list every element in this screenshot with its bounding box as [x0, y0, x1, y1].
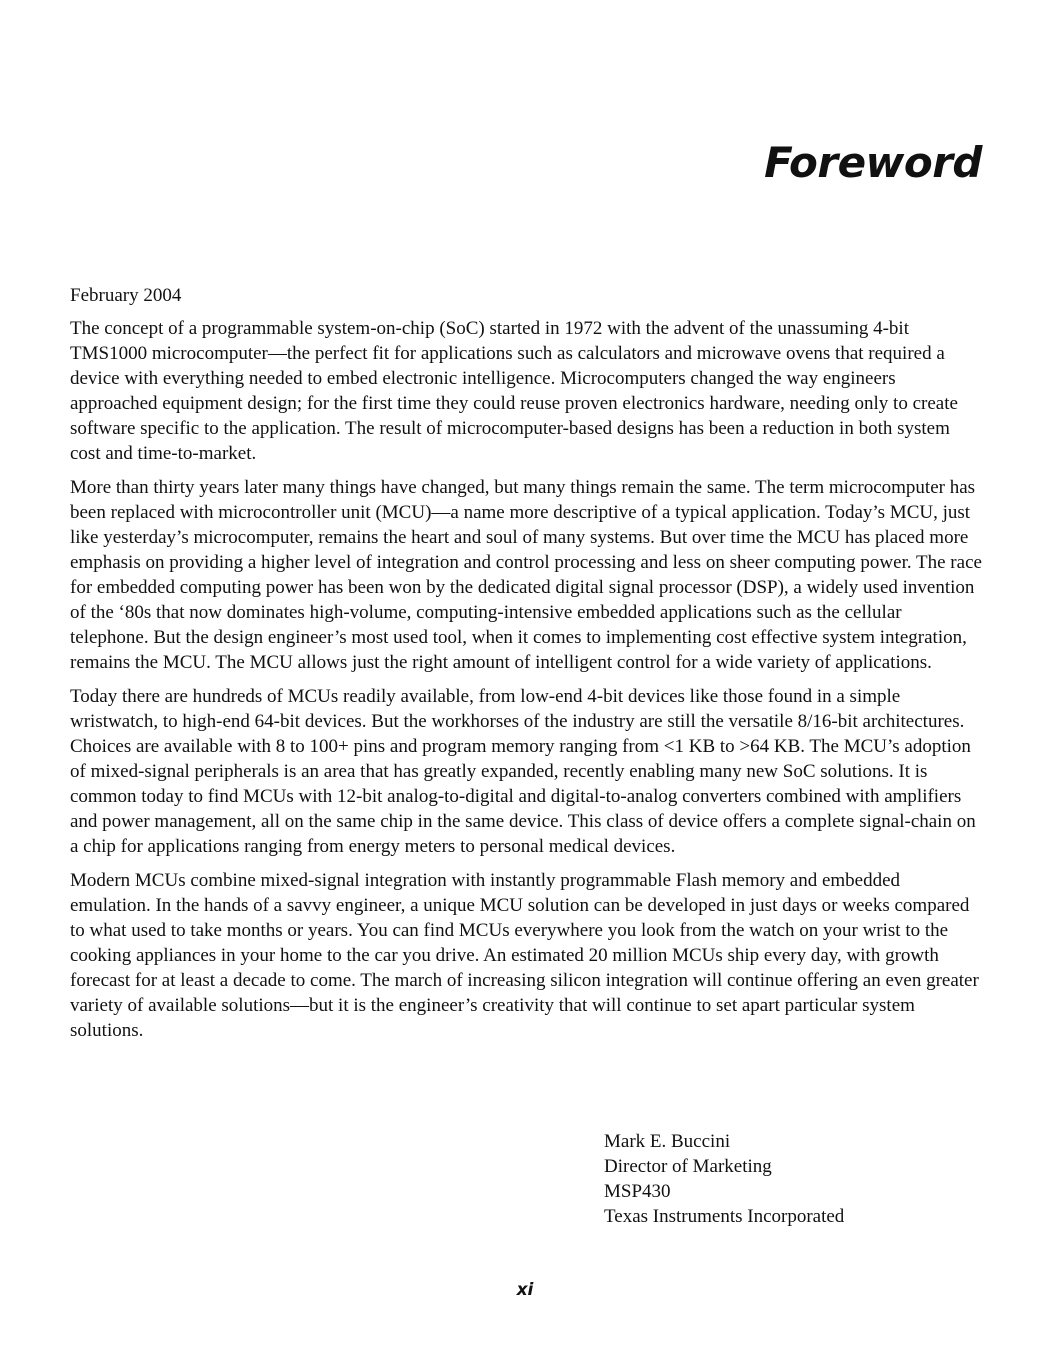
signature-product: MSP430: [604, 1181, 671, 1202]
paragraph-3: Today there are hundreds of MCUs readily available, from low-end 4-bit devices like those found in a simple wristwatch, to high-end 64-bit devices. But the workhorses of the industry are still the versatile 8/16-bit architectures. Choices are available with 8 to 100+ pins and program memory ranging from <1 KB to >64 KB. The MCU’s adoption of mixed-signal peripherals is an area that has greatly expanded, recently enabling many new SoC solutions. It is common today to find MCUs with 12-bit analog-to-digital and digital-to-analog converters combined with amplifiers and power management, all on the same chip in the same device. This class of device offers a complete signal-chain on a chip for applications ranging from energy meters to personal medical devices.: [70, 686, 976, 857]
signature-block: [604, 1129, 844, 1229]
paragraph-4: Modern MCUs combine mixed-signal integration with instantly programmable Flash memory and embedded emulation. In the hands of a savvy engineer, a unique MCU solution can be developed in just days or weeks compared to what used to take months or years. You can find MCUs everywhere you look from the watch on your wrist to the cooking appliances in your home to the car you drive. An estimated 20 million MCUs ship every day, with growth forecast for at least a decade to come. The march of increasing silicon integration will continue offering an even greater variety of available solutions—but it is the engineer’s creativity that will continue to set apart particular system solutions.: [70, 870, 979, 1041]
foreword-body: [70, 283, 982, 1052]
date-line: February 2004: [70, 285, 182, 306]
paragraph-1: The concept of a programmable system-on-chip (SoC) started in 1972 with the advent of the unassuming 4-bit TMS1000 microcomputer—the perfect fit for applications such as calculators and microwave ovens that required a device with everything needed to embed electronic intelligence. Microcomputers changed the way engineers approached equipment design; for the first time they could reuse proven electronics hardware, needing only to create software specific to the application. The result of microcomputer-based designs has been a reduction in both system cost and time-to-market.: [70, 318, 958, 464]
page-title: Foreword: [764, 138, 982, 187]
signature-company: Texas Instruments Incorporated: [604, 1206, 845, 1227]
signature-name: Mark E. Buccini: [604, 1131, 731, 1152]
paragraph-2: More than thirty years later many things have changed, but many things remain the same. The term microcomputer has been replaced with microcontroller unit (MCU)—a name more descriptive of a typical application. Today’s MCU, just like yesterday’s microcomputer, remains the heart and soul of many systems. But over time the MCU has placed more emphasis on providing a higher level of integration and control processing and less on sheer computing power. The race for embedded computing power has been won by the dedicated digital signal processor (DSP), a widely used invention of the ‘80s that now dominates high-volume, computing-intensive embedded applications such as the cellular telephone. But the design engineer’s most used tool, when it comes to implementing cost effective system integration, remains the MCU. The MCU allows just the right amount of intelligent control for a wide variety of applications.: [70, 477, 982, 673]
page-number: xi: [516, 1280, 534, 1300]
signature-role: Director of Marketing: [604, 1156, 772, 1177]
